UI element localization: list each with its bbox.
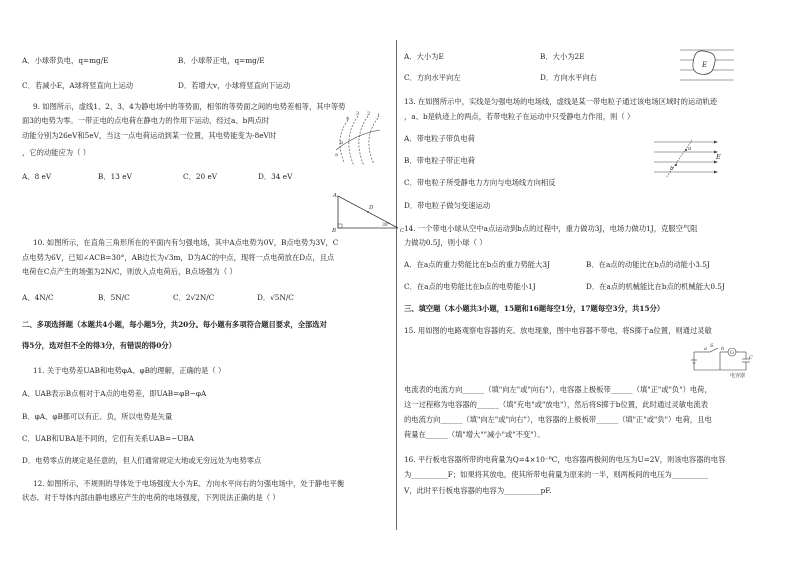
triangle-figure <box>330 192 406 234</box>
q9-option-a: A．8 eV <box>22 172 52 181</box>
q15-text-5: 荷量在______（填"增大""减小"或"不变"）。 <box>404 430 545 439</box>
q8-option-b: B．小球带正电，q=mg/E <box>178 56 265 65</box>
q12-option-c: C．方向水平向左 <box>404 73 461 82</box>
label-E: E <box>702 61 708 69</box>
label-B: B <box>332 228 337 234</box>
conductor-figure <box>678 46 738 86</box>
equipotential-figure <box>326 112 386 170</box>
q15-text-1: 15. 用如图的电路观察电容器的充、放电现象，图中电容器不带电，将S掷于a位置，则通过灵敏 <box>404 326 712 335</box>
q12-option-a: A．大小为E <box>404 52 444 61</box>
label-E: E <box>716 153 721 161</box>
q11-option-c: C．UAB和UBA是不同的，它们有关系UAB=−UBA <box>22 434 195 443</box>
q10-text-2: 点电势为6V，已知∠ACB=30°，AB边长为√3m，D为AC的中点，现将一点电荷放在D点，且点 <box>22 253 335 262</box>
q10-text-1: 10. 如图所示，在直角三角形所在的平面内有匀强电场，其中A点电势为0V，B点电势为3V，C <box>33 238 339 247</box>
label-capacitor: 电容器 <box>730 373 746 379</box>
q12-text-2: 状态。对于导体内部由静电感应产生的电荷的电场强度，下列说法正确的是（ ） <box>22 493 280 502</box>
label-a: a <box>335 152 338 158</box>
q9-option-d: D．34 eV <box>258 172 293 181</box>
q13-option-c: C．带电粒子所受静电力方向与电场线方向相反 <box>404 178 556 187</box>
q16-text-3: V，此时平行板电容器的电容为__________pF. <box>404 486 552 495</box>
label-a: a <box>704 346 707 352</box>
label-A: A <box>333 193 337 199</box>
label-C: C <box>400 228 405 234</box>
label-C: C <box>749 355 753 361</box>
svg-text:G: G <box>730 350 734 356</box>
field-lines-figure <box>652 138 724 182</box>
q13-option-d: D．带电粒子做匀变速运动 <box>404 201 491 210</box>
q15-text-3: 这一过程称为电容器的______（填"充电"或"放电"），然后将S掷于b位置，此时通过灵敏电流表 <box>404 400 709 409</box>
label-b: b <box>721 346 725 352</box>
q12-option-d: D．方向水平向右 <box>540 73 597 82</box>
q10-option-c: C．2√2N/C <box>173 293 215 302</box>
section3-heading: 三、填空题（本小题共3小题，15题和16题每空1分，17题每空3分，共15分） <box>404 304 665 313</box>
q8-option-d: D．若增大v，小球将竖直向下运动 <box>178 81 291 90</box>
label-1: 1 <box>377 113 381 119</box>
q11-option-d: D．电势零点的规定是任意的，但人们通常规定大地或无穷远处为电势零点 <box>22 456 262 465</box>
q11-option-a: A．UAB表示B点相对于A点的电势差，即UAB=φB−φA <box>22 389 207 398</box>
q8-option-a: A．小球带负电，q=mg/E <box>22 56 109 65</box>
label-S: S <box>710 343 714 349</box>
q13-text-1: 13. 在如图所示中，实线是匀强电场的电场线，虚线是某一带电粒子通过该电场区域时的运动轨迹 <box>404 97 718 106</box>
q15-text-4: 的电流方向______（填"向左"或"向右"），电容器的上极板带______（填"正"或"负"）电荷，且电 <box>404 415 712 424</box>
q12-option-b: B．大小为2E <box>540 52 585 61</box>
label-2: 2 <box>367 111 371 117</box>
q10-option-b: B．5N/C <box>98 293 130 302</box>
q11-option-b: B．φA、φB都可以有正、负，所以电势是矢量 <box>22 412 173 421</box>
section2-heading-1: 二、多项选择题（本题共4小题，每小题5分，共20分。每小题有多项符合题目要求，全部选对 <box>22 320 327 329</box>
q13-text-2: ，a、b是轨迹上的两点，若带电粒子在运动中只受静电力作用，则（ ） <box>404 112 635 121</box>
q14-option-b: B．在a点的动能比在b点的动能小3.5J <box>586 260 710 269</box>
q14-option-c: C．在a点的电势能比在b点的电势能小1J <box>404 282 536 291</box>
q14-option-a: A．在a点的重力势能比在b点的重力势能大3J <box>404 260 550 269</box>
label-a: a <box>688 146 692 152</box>
label-3: 3 <box>356 111 360 117</box>
label-b: b <box>670 166 674 172</box>
q11-text: 11. 关于电势差UAB和电势φA、φB的理解，正确的是（ ） <box>33 366 226 375</box>
q9-text-3: 动能分别为26eV和5eV，当这一点电荷运动到某一位置，其电势能变为-8eV时 <box>22 131 277 140</box>
q14-text-1: 14. 一个带电小球从空中a点运动到b点的过程中，重力做功3J，电场力做功1J，克服空气阻 <box>404 224 698 233</box>
q10-option-a: A．4N/C <box>22 293 54 302</box>
label-angle: 30° <box>382 223 390 228</box>
section2-heading-2: 得5分，选对但不全的得3分，有错误的得0分） <box>22 341 176 350</box>
q14-text-2: 力做功0.5J，则小球（ ） <box>404 238 487 247</box>
q9-option-b: B．13 eV <box>98 172 132 181</box>
label-4: 4 <box>346 116 350 122</box>
q13-option-b: B．带电粒子带正电荷 <box>404 156 476 165</box>
column-divider <box>396 40 397 530</box>
q14-option-d: D．在a点的机械能比在b点的机械能大0.5J <box>586 282 725 291</box>
q13-option-a: A．带电粒子带负电荷 <box>404 134 475 143</box>
q8-option-c: C．若减小E，A球将竖直向上运动 <box>22 81 134 90</box>
q16-text-1: 16. 平行板电容器所带的电荷量为Q=4×10⁻⁸C，电容器两极间的电压为U=2V，则该电容器的电容 <box>404 455 726 464</box>
q16-text-2: 为__________F；如果将其放电，使其所带电荷量为原来的一半，则两板间的电压为__________ <box>404 470 709 479</box>
q9-text-2: 面3的电势为零。一带正电的点电荷在静电力的作用下运动，经过a、b两点时 <box>22 116 270 125</box>
q9-option-c: C．20 eV <box>183 172 218 181</box>
q9-text-1: 9. 如图所示，虚线1、2、3、4为静电场中的等势面，相邻的等势面之间的电势差相等，其中等势 <box>33 102 346 111</box>
q10-option-d: D．√5N/C <box>257 293 294 302</box>
q10-text-3: 电荷在C点产生的场强为2N/C，则放入点电荷后，B点场强为（ ） <box>22 267 237 276</box>
circuit-figure <box>690 340 754 379</box>
label-D: D <box>369 205 374 211</box>
q12-text-1: 12. 如图所示，不规则的导体处于电场强度大小为E、方向水平向右的匀强电场中，处于静电平衡 <box>33 479 345 488</box>
label-b: b <box>340 140 344 146</box>
q15-text-2: 电流表的电流方向______（填"向左"或"向右"），电容器上极板带______（填"正"或"负"）电荷， <box>404 385 712 394</box>
q9-text-4: ，它的动能应为（ ） <box>22 148 90 157</box>
